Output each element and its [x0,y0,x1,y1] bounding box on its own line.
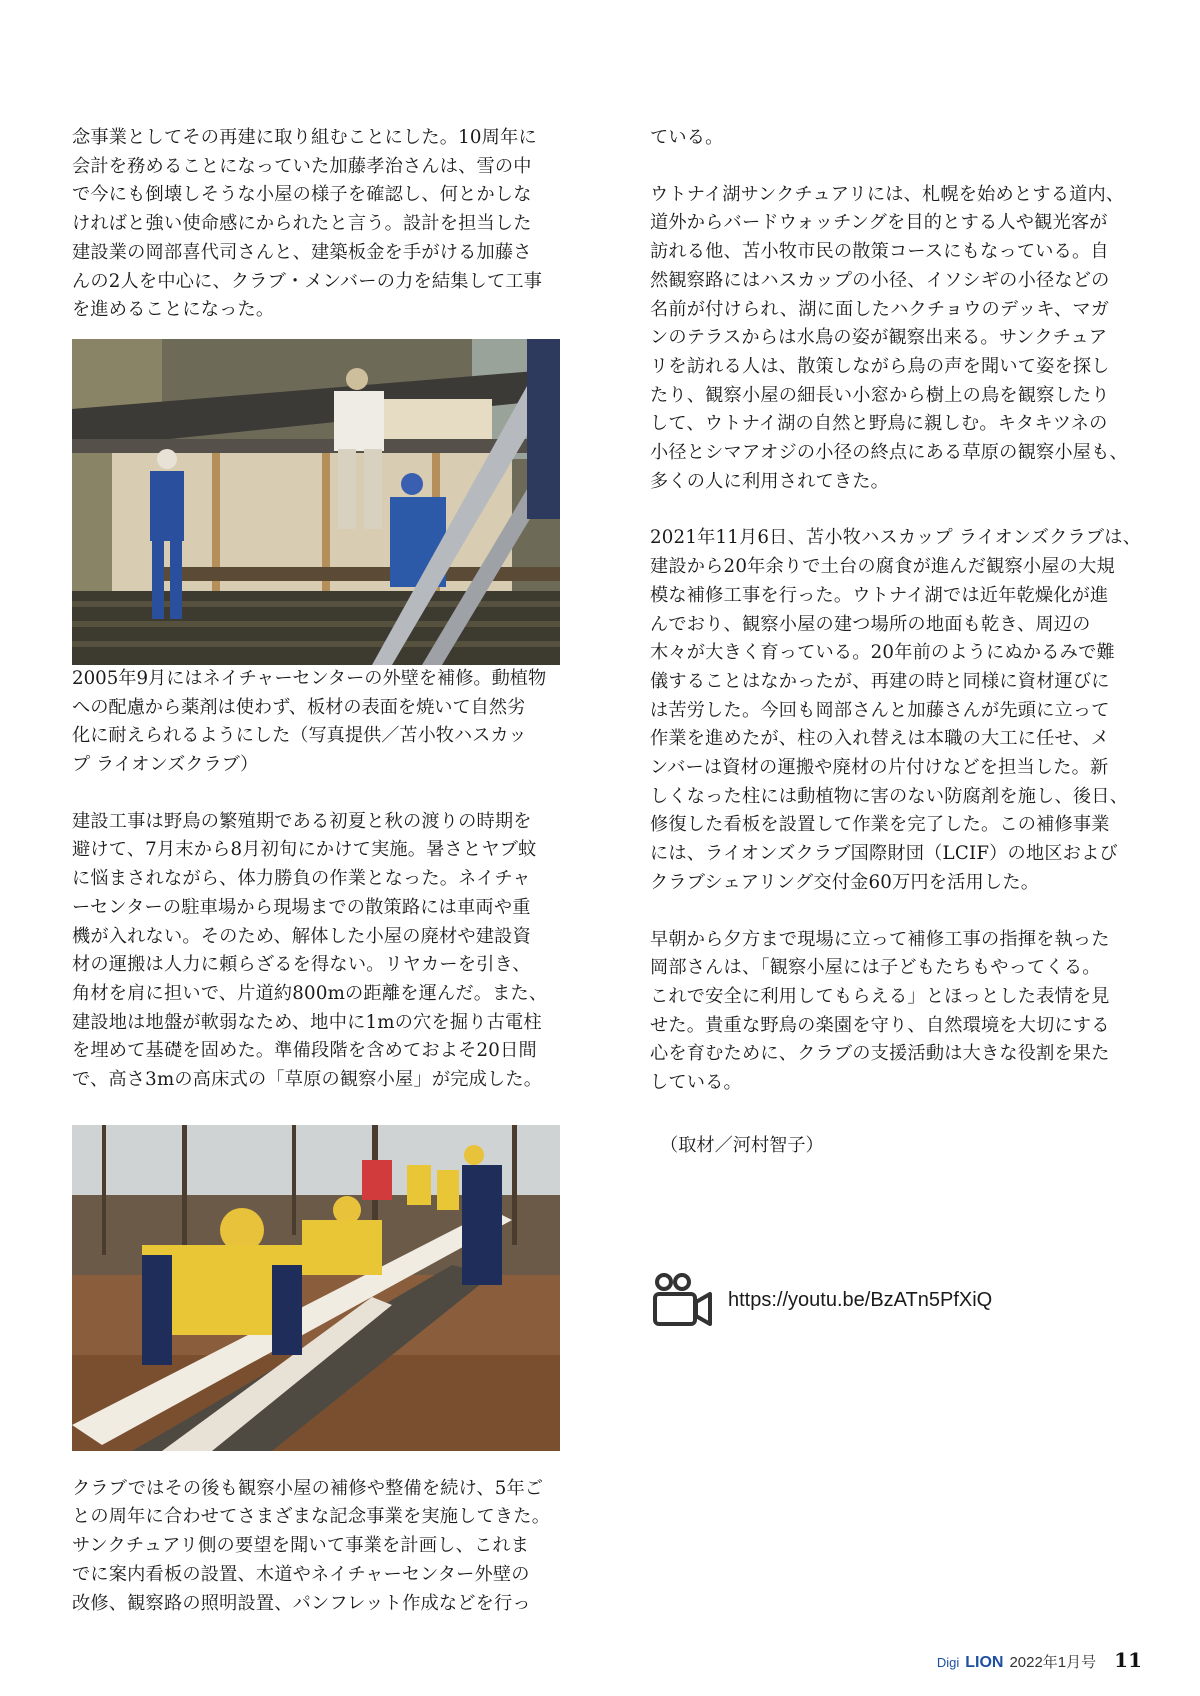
photo-wall-repair [72,339,560,665]
article-paragraph: 建設工事は野鳥の繁殖期である初夏と秋の渡りの時期を 避けて、7月末から8月初旬にかけて実施。暑さとヤブ蚊 に悩まされながら、体力勝負の作業となった。ネイチャ ーセンターの駐車場から現場までの散策路には車両や重 機が入れない。そのため、解体した小屋の廃材や建設資 材の運搬は人力に頼らざるを得ない。リヤカーを引き、 角材を肩に担いで、片道約800mの距離を運んだ。また、 建設地は地盤が軟弱なため、地中に1mの穴を掘り古電柱 を埋めて基礎を固めた。準備段階を含めておよそ20日間 で、高さ3mの高床式の「草原の観察小屋」が完成した。 [72,810,548,1091]
footer-brand: LION [965,1654,1004,1671]
photo-caption: 2005年9月にはネイチャーセンターの外壁を補修。動植物 への配慮から薬剤は使わず、板材の表面を焼いて自然劣 化に耐えられるようにした（写真提供／苫小牧ハスカッ プ ライオンズクラブ） [72,667,547,776]
photo-volunteers-lumber [72,1125,560,1451]
article-paragraph: クラブではその後も観察小屋の補修や整備を続け、5年ご との周年に合わせてさまざまな記念事業を実施してきた。 サンクチュアリ側の要望を聞いて事業を計画し、これま でに案内看板の設置、木道やネイチャーセンター外壁の 改修、観察路の照明設置、パンフレット作成などを行っ [72,1477,551,1614]
photo-wall-repair-image [72,339,560,665]
article-paragraph: 念事業としてその再建に取り組むことにした。10周年に 会計を務めることになっていた加藤孝治さんは、雪の中 で今にも倒壊しそうな小屋の様子を確認し、何とかしな ければと強い使命感にかられたと言う。設計を担当した 建設業の岡部喜代司さんと、建築板金を手がける加藤さ んの2人を中心に、クラブ・メンバーの力を結集して工事 を進めることになった。 [72,127,543,321]
right-column [650,124,1155,1160]
video-url[interactable]: https://youtu.be/BzATn5PfXiQ [728,1288,993,1311]
article-paragraph: ている。 [650,127,724,148]
photo-volunteers-lumber-image [72,1125,560,1451]
article-paragraph: 2021年11月6日、苫小牧ハスカップ ライオンズクラブは、 建設から20年余りで土台の腐食が進んだ観察小屋の大規 模な補修工事を行った。ウトナイ湖では近年乾燥化が進 んでおり、観察小屋の建つ場所の地面も乾き、周辺の 木々が大きく育っている。20年前のようにぬかるみで難 儀することはなかったが、再建の時と同様に資材運びに は苦労した。今回も岡部さんと加藤さんが先頭に立って 作業を進めたが、柱の入れ替えは本職の大工に任せ、メ ンバーは資材の運搬や廃材の片付けなどを担当した。新 しくなった柱には動植物に害のない防腐剤を施し、後日、 修復した看板を設置して作業を完了した。この補修事業 には、ライオンズクラブ国際財団（LCIF）の地区および クラブシェアリング交付金60万円を活用した。 [650,527,1142,893]
reporter-credit: （取材／河村智子） [660,1134,824,1156]
article-paragraph: ウトナイ湖サンクチュアリには、札幌を始めとする道内、 道外からバードウォッチングを目的とする人や観光客が 訪れる他、苫小牧市民の散策コースにもなっている。自 然観察路にはハスカップの小径、イソシギの小径などの 名前が付けられ、湖に面したハクチョウのデッキ、マガ ンのテラスからは水鳥の姿が観察出来る。サンクチュア リを訪れる人は、散策しながら鳥の声を聞いて姿を探し たり、観察小屋の細長い小窓から樹上の鳥を観察したり して、ウトナイ湖の自然と野鳥に親しむ。キタキツネの 小径とシマアオジの小径の終点にある草原の観察小屋も、 多くの人に利用されてきた。 [650,183,1128,492]
page-number: 11 [1114,1648,1142,1672]
video-link[interactable] [652,1272,992,1328]
footer-digi: Digi [936,1655,960,1670]
footer-issue: 2022年1月号 [1009,1654,1097,1671]
article-paragraph: 早朝から夕方まで現場に立って補修工事の指揮を執った 岡部さんは、「観察小屋には子どもたちもやってくる。 これで安全に利用してもらえる」とほっとした表情を見 せた。貴重な野鳥の楽園を守り、自然環境を大切にする 心を育むために、クラブの支援活動は大きな役割を果た している。 [650,928,1110,1094]
left-column [72,124,572,1618]
page-footer [937,1648,1142,1672]
video-camera-icon [652,1272,714,1328]
